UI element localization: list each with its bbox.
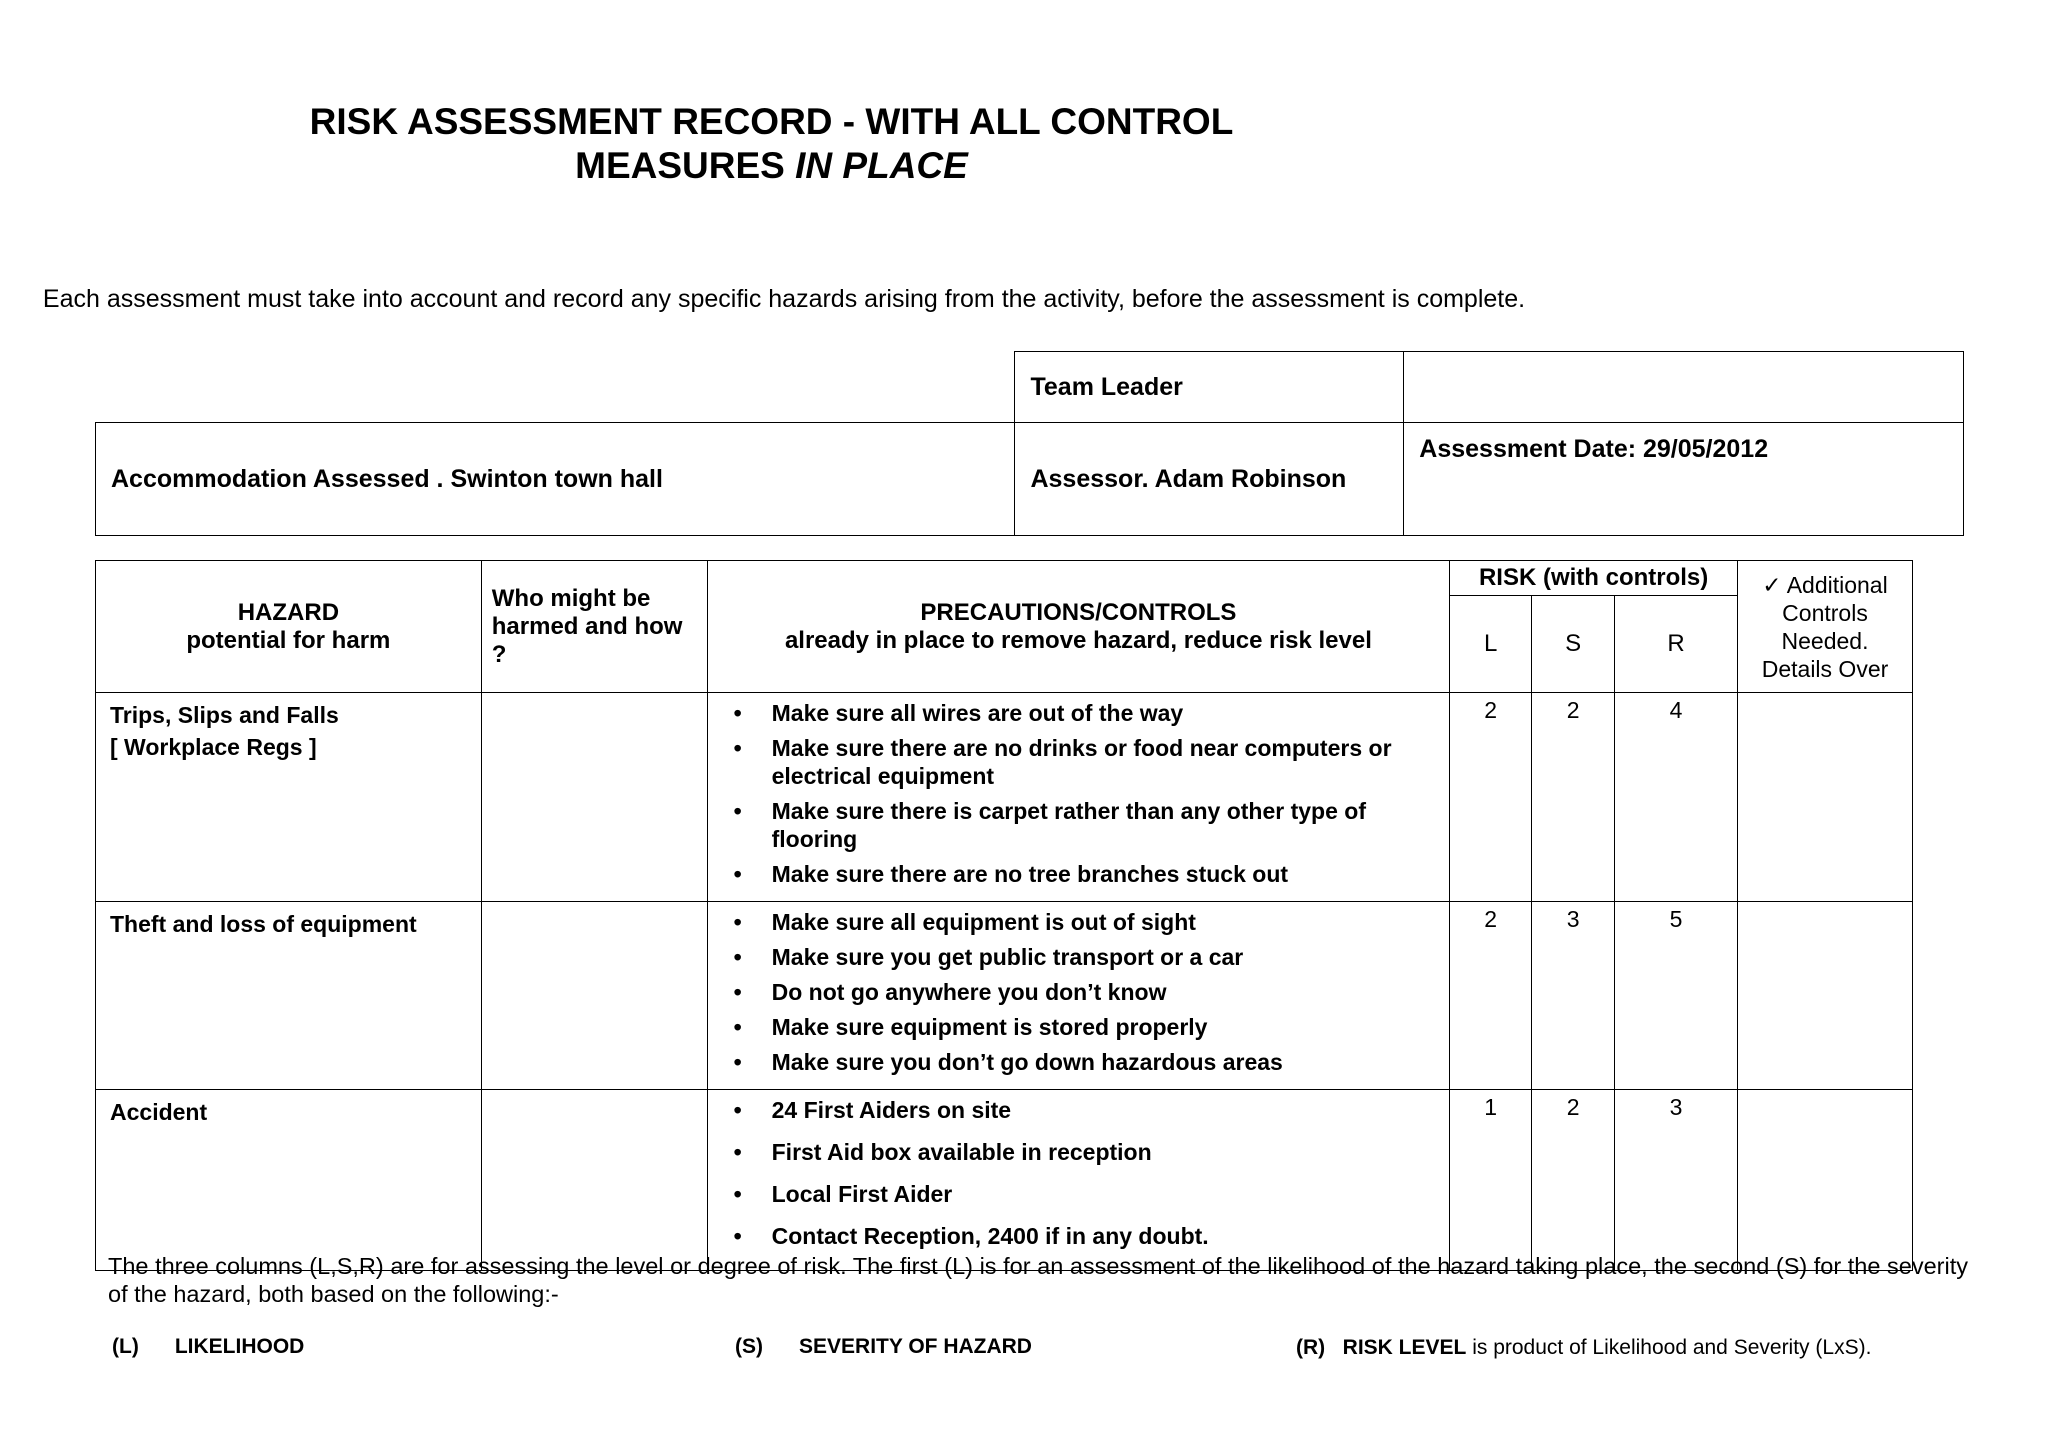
likelihood-value: 2	[1450, 902, 1532, 1090]
assessment-date: Assessment Date: 29/05/2012	[1404, 423, 1964, 536]
additional-controls-cell[interactable]	[1738, 693, 1913, 902]
likelihood-value: 2	[1450, 693, 1532, 902]
control-item: • Make sure you get public transport or a car	[772, 943, 1436, 971]
severity-value: 2	[1532, 1090, 1615, 1271]
intro-text: Each assessment must take into account and record any specific hazards arising from the activity, before the assessment is complete.	[42, 285, 1526, 313]
header-l: L	[1450, 596, 1532, 693]
header-hazard: HAZARD potential for harm	[96, 561, 482, 693]
hazard-cell: Trips, Slips and Falls [ Workplace Regs ]	[96, 693, 482, 902]
control-item: • Make sure you don’t go down hazardous areas	[772, 1048, 1436, 1076]
controls-cell	[707, 1090, 1450, 1271]
header-r: R	[1615, 596, 1738, 693]
severity-value: 3	[1532, 902, 1615, 1090]
table-row	[96, 1090, 1913, 1271]
control-item: • First Aid box available in reception	[772, 1138, 1436, 1166]
assessor-name: Assessor. Adam Robinson	[1015, 423, 1404, 536]
control-item: • Do not go anywhere you don’t know	[772, 978, 1436, 1006]
risk-assessment-table	[95, 560, 1913, 1271]
hazard-cell: Theft and loss of equipment	[96, 902, 482, 1090]
assessment-info-table	[95, 351, 1964, 536]
legend-severity: (S) SEVERITY OF HAZARD	[735, 1335, 1032, 1358]
team-leader-label: Team Leader	[1015, 352, 1404, 423]
risk-value: 5	[1615, 902, 1738, 1090]
control-item: • 24 First Aiders on site	[772, 1096, 1436, 1124]
controls-cell	[707, 902, 1450, 1090]
table-row	[96, 693, 1913, 902]
control-item: • Make sure there are no tree branches stuck out	[772, 860, 1436, 888]
risk-value: 4	[1615, 693, 1738, 902]
info-blank-cell	[96, 352, 1015, 423]
table-row	[96, 902, 1913, 1090]
who-harmed-cell[interactable]	[481, 693, 707, 902]
page-title	[0, 100, 1543, 188]
header-additional-controls: ✓ Additional Controls Needed. Details Over	[1738, 561, 1913, 693]
who-harmed-cell[interactable]	[481, 902, 707, 1090]
controls-cell	[707, 693, 1450, 902]
control-item: • Local First Aider	[772, 1180, 1436, 1208]
control-item: • Make sure all equipment is out of sight	[772, 908, 1436, 936]
control-item: • Make sure equipment is stored properly	[772, 1013, 1436, 1041]
header-s: S	[1532, 596, 1615, 693]
additional-controls-cell[interactable]	[1738, 902, 1913, 1090]
control-item: • Make sure there is carpet rather than any other type of flooring	[772, 797, 1436, 853]
header-who-harmed: Who might be harmed and how ?	[481, 561, 707, 693]
who-harmed-cell[interactable]	[481, 1090, 707, 1271]
additional-controls-cell[interactable]	[1738, 1090, 1913, 1271]
hazard-cell: Accident	[96, 1090, 482, 1271]
accommodation-assessed: Accommodation Assessed . Swinton town hall	[96, 423, 1015, 536]
title-line-1: RISK ASSESSMENT RECORD - WITH ALL CONTROL	[309, 101, 1234, 142]
header-risk: RISK (with controls)	[1450, 561, 1738, 596]
control-item: • Make sure all wires are out of the way	[772, 699, 1436, 727]
title-line-2: MEASURES IN PLACE	[575, 145, 968, 186]
risk-columns-note: The three columns (L,S,R) are for assessing the level or degree of risk. The first (L) is for an assessment of the likelihood of the hazard taking place, the second (S) for the severity of the hazard, both based on the following:-	[108, 1253, 1968, 1307]
severity-value: 2	[1532, 693, 1615, 902]
control-item: • Make sure there are no drinks or food near computers or electrical equipment	[772, 734, 1436, 790]
legend-risk-level: (R) RISK LEVEL is product of Likelihood and Severity (LxS).	[1296, 1336, 1872, 1359]
control-item: • Contact Reception, 2400 if in any doubt.	[772, 1222, 1436, 1250]
risk-value: 3	[1615, 1090, 1738, 1271]
header-precautions: PRECAUTIONS/CONTROLS already in place to remove hazard, reduce risk level	[707, 561, 1450, 693]
legend-likelihood: (L) LIKELIHOOD	[112, 1335, 305, 1358]
team-leader-field[interactable]	[1404, 352, 1964, 423]
likelihood-value: 1	[1450, 1090, 1532, 1271]
